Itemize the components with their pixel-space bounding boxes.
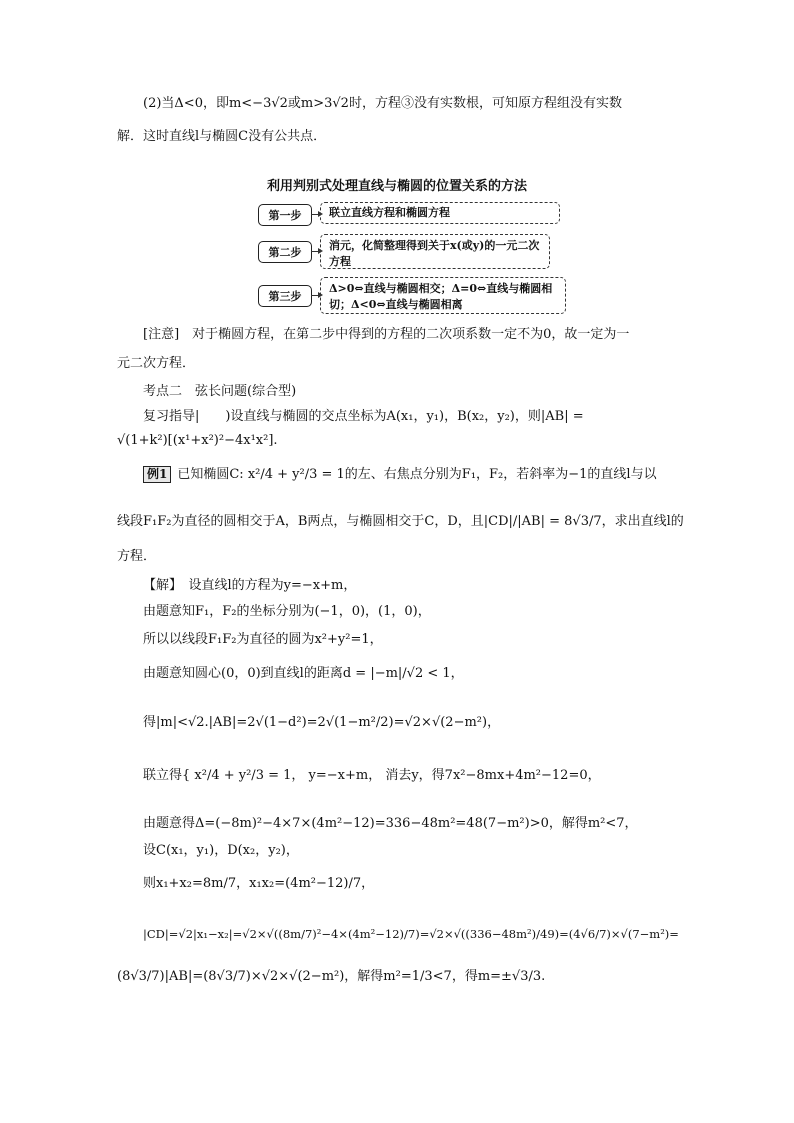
step-1-box <box>320 202 560 224</box>
intro-line-1: (2)当Δ<0，即m<−3√2或m>3√2时，方程③没有实数根，可知原方程组没有实数 <box>143 96 622 111</box>
example-badge: 例1 <box>143 466 171 483</box>
example-text-1: 已知椭圆C: x²/4 + y²/3 = 1的左、右焦点分别为F₁，F₂，若斜率为−1的直线l与以 <box>177 467 657 482</box>
step-1-label: 第一步 <box>258 204 312 226</box>
step-2-text-1: 消元，化简整理得到关于x(或y)的一元二次 <box>329 239 540 252</box>
step-1-arrow <box>311 214 320 215</box>
step-3-box <box>320 277 566 314</box>
step-2-text-2: 方程 <box>329 255 351 268</box>
solution-line-9: 则x₁+x₂=8m/7，x₁x₂=(4m²−12)/7， <box>143 876 375 891</box>
note-line-1: [注意] 对于椭圆方程，在第二步中得到的方程的二次项系数一定不为0，故一定为一 <box>143 327 630 342</box>
solution-line-2: 由题意知F₁，F₂的坐标分别为(−1，0)，(1，0)， <box>143 604 431 619</box>
example-line-2: 线段F₁F₂为直径的圆相交于A，B两点，与椭圆相交于C，D，且|CD|/|AB| = 8√3/7，求出直线l的 <box>117 514 684 529</box>
step-3-arrow <box>311 295 320 296</box>
flowchart-title: 利用判别式处理直线与椭圆的位置关系的方法 <box>266 179 527 194</box>
solution-line-7: 由题意得Δ=(−8m)²−4×7×(4m²−12)=336−48m²=48(7−m²)>0，解得m²<7， <box>143 816 638 831</box>
step-2-box <box>320 234 550 269</box>
step-3-text-2: 切；Δ<0⇔直线与椭圆相离 <box>329 298 463 311</box>
step-1-text: 联立直线方程和椭圆方程 <box>329 206 450 219</box>
step-3-text-1: Δ>0⇔直线与椭圆相交；Δ=0⇔直线与椭圆相 <box>329 282 553 295</box>
solution-line-6: 联立得{ x²/4 + y²/3 = 1， y=−x+m， 消去y，得7x²−8mx+4m²−12=0， <box>143 768 601 783</box>
solution-line-10: |CD|=√2|x₁−x₂|=√2×√((8m/7)²−4×(4m²−12)/7)=√2×√((336−48m²)/49)=(4√6/7)×√(7−m²)= <box>143 927 679 941</box>
solution-line-4: 由题意知圆心(0，0)到直线l的距离d = |−m|/√2 < 1， <box>143 666 464 681</box>
step-2-arrow <box>311 251 320 252</box>
example-line-1 <box>143 466 657 484</box>
review-line-1: 复习指导| )设直线与椭圆的交点坐标为A(x₁，y₁)，B(x₂，y₂)，则|AB| = <box>143 409 584 424</box>
intro-line-2: 解．这时直线l与椭圆C没有公共点． <box>117 129 327 144</box>
solution-line-1: 【解】 设直线l的方程为y=−x+m， <box>143 578 357 593</box>
note-line-2: 元二次方程． <box>117 356 196 371</box>
solution-line-11: (8√3/7)|AB|=(8√3/7)×√2×√(2−m²)，解得m²=1/3<7，得m=±√3/3. <box>117 969 546 984</box>
section-heading: 考点二 弦长问题(综合型) <box>143 384 297 399</box>
solution-line-3: 所以以线段F₁F₂为直径的圆为x²+y²=1， <box>143 632 383 647</box>
solution-line-5: 得|m|<√2.|AB|=2√(1−d²)=2√(1−m²/2)=√2×√(2−m²)， <box>143 715 501 730</box>
review-line-2: √(1+k²)[(x¹+x²)²−4x¹x²]. <box>117 433 278 448</box>
solution-line-8: 设C(x₁，y₁)，D(x₂，y₂)， <box>143 843 299 858</box>
example-line-3: 方程． <box>117 549 157 564</box>
step-3-label: 第三步 <box>258 285 312 307</box>
step-2-label: 第二步 <box>258 241 312 263</box>
